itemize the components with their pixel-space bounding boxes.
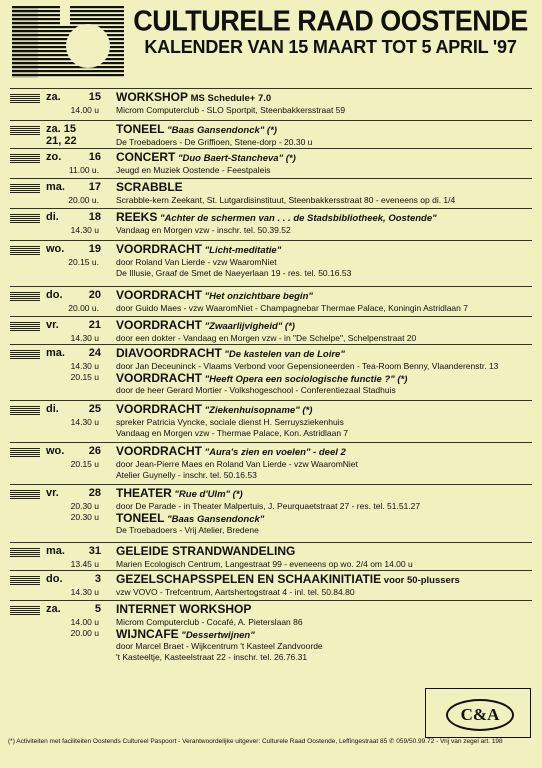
entry-date: 26 (88, 445, 101, 457)
entry-detail: Microm Computerclub - SLO Sportpit, Steenbakkersstraat 59 (116, 105, 346, 115)
entry-detail: door Roland Van Lierde - vzw WaaromNiet (116, 257, 277, 267)
page-subtitle: KALENDER VAN 15 MAART TOT 5 APRIL '97 (144, 37, 517, 57)
entry-heading-subtitle: "Baas Gansendonck" (*) (164, 125, 277, 136)
entry-detail: De Troebadoers - Vrij Atelier, Bredene (116, 525, 259, 535)
entry-detail: De Illusie, Graaf de Smet de Naeyerlaan 19 - res. tel. 50.16.53 (116, 268, 352, 278)
entry-date: 17 (88, 181, 101, 193)
striped-bar-icon (10, 214, 40, 223)
entry-time: 13.45 u (70, 559, 99, 569)
striped-bar-icon (10, 154, 40, 163)
entry-heading-subtitle: MS Schedule+ 7.0 (188, 93, 272, 104)
entry-divider (10, 400, 532, 401)
entry-date: 3 (94, 573, 101, 585)
entry-date: 5 (94, 603, 101, 615)
entry-heading (116, 602, 251, 616)
entry-divider (10, 344, 532, 345)
entry-time: 14.00 u (70, 105, 99, 115)
entry-heading-subtitle: "Aura's zien en voelen" - deel 2 (202, 447, 346, 458)
entry-detail: Marien Ecologisch Centrum, Langestraat 99 - eveneens op wo. 2/4 om 14.00 u (116, 559, 413, 569)
entry-time: 14.30 u (70, 225, 99, 235)
entry-time: 14.30 u (70, 333, 99, 343)
entry-time: 20.15 u. (68, 257, 99, 267)
entry-divider (10, 570, 532, 571)
entry-time: 20.30 u (70, 512, 99, 522)
entry-detail: door een dokter - Vandaag en Morgen vzw - in "De Schelpe", Schelpenstraat 20 (116, 333, 417, 343)
entry-heading-subtitle: "Baas Gansendonck" (164, 514, 265, 525)
entry-heading-label: VOORDRACHT (116, 242, 202, 256)
entry-detail: door de heer Gerard Mortier - Volkshogeschool - Conferentiezaal Stadhuis (116, 385, 396, 395)
entry-heading-label: VOORDRACHT (116, 371, 202, 385)
entry-heading-label: VOORDRACHT (116, 288, 202, 302)
entry-day-extra: 21, 22 (46, 135, 77, 147)
entry-time: 20.30 u (70, 501, 99, 511)
entry-detail: spreker Patricia Vyncke, sociale dienst H. Serruysziekenhuis (116, 417, 344, 427)
entry-detail: Vandaag en Morgen vzw - inschr. tel. 50.39.52 (116, 225, 291, 235)
striped-bar-icon (10, 184, 40, 193)
entry-time: 14.00 u (70, 617, 99, 627)
entry-date: 15 (88, 91, 101, 103)
entry-time: 20.15 u (70, 372, 99, 382)
entry-day: wo. (46, 445, 65, 457)
striped-bar-icon (10, 490, 40, 499)
entry-heading-label: VOORDRACHT (116, 402, 202, 416)
entry-divider (10, 542, 532, 543)
striped-bar-icon (10, 350, 40, 359)
striped-bar-icon (10, 606, 40, 615)
entry-day: za. (46, 91, 61, 103)
entry-day: za. (46, 603, 61, 615)
striped-bar-icon (10, 448, 40, 457)
entry-time: 20.15 u (70, 459, 99, 469)
entry-heading-subtitle: "Zwaarlijvigheid" (*) (202, 321, 295, 332)
entry-divider (10, 484, 532, 485)
entry-date: 24 (88, 347, 101, 359)
entry-heading-subtitle: "Dessertwijnen" (178, 630, 255, 641)
entry-day: ma. (46, 347, 65, 359)
entry-heading-subtitle: "Rue d'Ulm" (*) (171, 489, 243, 500)
entry-heading-label: TONEEL (116, 511, 165, 525)
footer-note: (*) Activiteiten met faciliteiten Oostends Cultureel Paspoort - Verantwoordelijke uitgever: Culturele Raad Oostende, Leffingestraat 85 ✆ 059/50.99.72 - Vrij van zegel art. 198 (8, 738, 503, 745)
entry-heading-label: THEATER (116, 486, 172, 500)
entry-divider (10, 178, 532, 179)
entry-date: 18 (88, 211, 101, 223)
entry-heading-subtitle: "De kastelen van de Loire" (221, 349, 345, 360)
entry-heading-subtitle: "Het onzichtbare begin" (202, 291, 313, 302)
entry-heading-label: GELEIDE STRANDWANDELING (116, 544, 296, 558)
entry-detail: door Jan Deceuninck - Vlaams Verbond voor Gepensioneerden - Tea-Room Benny, Vlaanderenstr. 13 (116, 361, 499, 371)
entry-detail: door Jean-Pierre Maes en Roland Van Lierde - vzw WaaromNiet (116, 459, 358, 469)
entry-day: ma. (46, 545, 65, 557)
entry-divider (10, 316, 532, 317)
entry-heading-label: GEZELSCHAPSSPELEN EN SCHAAKINITIATIE (116, 572, 382, 586)
entry-time: 11.00 u. (68, 165, 99, 175)
entry-heading-subtitle: voor 50-plussers (381, 575, 460, 586)
entry-divider (10, 148, 532, 149)
sponsor-box (425, 688, 531, 738)
entry-heading-subtitle: "Heeft Opera een sociologische functie ?" (*) (202, 374, 408, 385)
entry-heading-label: VOORDRACHT (116, 444, 202, 458)
striped-bar-icon (10, 322, 40, 331)
entry-divider (10, 600, 532, 601)
entry-day: di. (46, 403, 59, 415)
entry-date: 19 (88, 243, 101, 255)
entry-date: 20 (88, 289, 101, 301)
entry-detail: door De Parade - in Theater Malpertuis, J. Peurquaetstraat 27 - res. tel. 51.51.27 (116, 501, 421, 511)
entry-divider (10, 120, 532, 121)
striped-bar-icon (10, 576, 40, 585)
entry-divider (10, 88, 532, 89)
striped-bar-icon (10, 246, 40, 255)
entry-day: do. (46, 573, 63, 585)
entry-time: 20.00 u. (68, 195, 99, 205)
entry-time: 14.30 u (70, 361, 99, 371)
entry-detail: 't Kasteeltje, Kasteelstraat 22 - inschr. tel. 26.76.31 (116, 652, 308, 662)
entry-day: zo. (46, 151, 62, 163)
entry-detail: vzw VOVO - Trefcentrum, Aartshertogstraat 4 - inl. tel. 50.84.80 (116, 587, 355, 597)
entry-day: ma. (46, 181, 65, 193)
entry-detail: Atelier Guynelly - inschr. tel. 50.16.53 (116, 470, 257, 480)
entry-day: vr. (46, 487, 59, 499)
entry-divider (10, 286, 532, 287)
entry-time: 14.30 u (70, 587, 99, 597)
entry-date: 25 (88, 403, 101, 415)
entry-time: 14.30 u (70, 417, 99, 427)
entry-day: wo. (46, 243, 65, 255)
entry-heading-subtitle: "Ziekenhuisopname" (*) (202, 405, 313, 416)
entry-heading-label: WIJNCAFE (116, 627, 179, 641)
entry-time: 20.00 u (70, 628, 99, 638)
striped-bar-icon (10, 292, 40, 301)
bar-logo-icon (12, 6, 124, 78)
entry-date: 21 (88, 319, 101, 331)
entry-detail: door Marcel Braet - Wijkcentrum 't Kasteel Zandvoorde (116, 641, 323, 651)
entry-date: 28 (88, 487, 101, 499)
entry-detail: Vandaag en Morgen vzw - Thermae Palace, Kon. Astridlaan 7 (116, 428, 349, 438)
entry-divider (10, 240, 532, 241)
entry-divider (10, 208, 532, 209)
entry-heading-subtitle: "Licht-meditatie" (202, 245, 282, 256)
entry-heading-label: REEKS (116, 210, 158, 224)
entry-date: 16 (88, 151, 101, 163)
entry-day: za. 15 (46, 123, 76, 135)
striped-bar-icon (10, 94, 40, 103)
entry-time: 20.00 u. (68, 303, 99, 313)
entry-heading-label: INTERNET WORKSHOP (116, 602, 252, 616)
entry-heading-label: CONCERT (116, 150, 176, 164)
entry-detail: Microm Computerclub - Cocafé, A. Pieterslaan 86 (116, 617, 303, 627)
sponsor-logo: C&A (446, 699, 514, 731)
entry-heading-subtitle: "Duo Baert-Stancheva" (*) (175, 153, 296, 164)
entry-heading-label: WORKSHOP (116, 90, 188, 104)
striped-bar-icon (10, 548, 40, 557)
striped-bar-icon (10, 406, 40, 415)
entry-detail: Scrabble-kern Zeekant, St. Lutgardisinstituut, Steenbakkersstraat 80 - eveneens op di. 1/4 (116, 195, 456, 205)
entry-heading (116, 180, 183, 194)
entry-heading-label: VOORDRACHT (116, 318, 202, 332)
entry-detail: De Troebadoers - De Griffioen, Stene-dorp - 20.30 u (116, 137, 313, 147)
entry-day: vr. (46, 319, 59, 331)
entry-detail: door Guido Maes - vzw WaaromNiet - Champagnebar Thermae Palace, Koningin Astridlaan 7 (116, 303, 468, 313)
entry-date: 31 (88, 545, 101, 557)
entry-heading-label: SCRABBLE (116, 180, 183, 194)
entry-day: di. (46, 211, 59, 223)
entry-detail: Jeugd en Muziek Oostende - Feestpaleis (116, 165, 271, 175)
entry-heading-subtitle: "Achter de schermen van . . . de Stadsbibliotheek, Oostende" (157, 213, 437, 224)
entry-heading-label: DIAVOORDRACHT (116, 346, 222, 360)
page-title: CULTURELE RAAD OOSTENDE (133, 5, 528, 37)
entry-heading (116, 544, 295, 558)
entry-divider (10, 442, 532, 443)
entry-day: do. (46, 289, 63, 301)
entry-heading-label: TONEEL (116, 122, 165, 136)
striped-bar-icon (10, 126, 40, 135)
